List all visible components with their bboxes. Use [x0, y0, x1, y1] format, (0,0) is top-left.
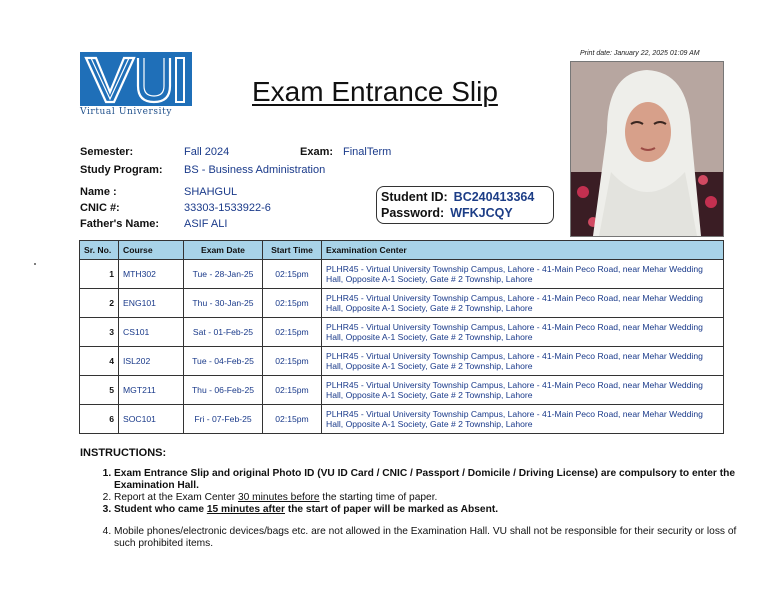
row-center: PLHR45 - Virtual University Township Campus, Lahore - 41-Main Peco Road, near Mehar Wedding Hall, Opposite A-1 Society, Gate # 2 Township, Lahore [322, 376, 724, 405]
table-row [80, 347, 724, 376]
semester-value: Fall 2024 [184, 146, 230, 158]
vu-logo-caption: Virtual University [80, 107, 173, 117]
instruction-item: 1. Exam Entrance Slip and original Photo ID (VU ID Card / CNIC / Passport / Domicile / Driving License) are compulsory to enter the Examination Hall. [114, 468, 744, 492]
row-center: PLHR45 - Virtual University Township Campus, Lahore - 41-Main Peco Road, near Mehar Wedding Hall, Opposite A-1 Society, Gate # 2 Township, Lahore [322, 260, 724, 289]
password-label: Password: [381, 206, 445, 220]
row-date: Fri - 07-Feb-25 [184, 405, 263, 434]
header-exam-center: Examination Center [322, 241, 724, 260]
father-name-label: Father's Name: [80, 218, 160, 230]
row-course: MGT211 [119, 376, 184, 405]
row-center: PLHR45 - Virtual University Township Campus, Lahore - 41-Main Peco Road, near Mehar Wedding Hall, Opposite A-1 Society, Gate # 2 Township, Lahore [322, 405, 724, 434]
row-time: 02:15pm [263, 318, 322, 347]
vu-logo [80, 52, 192, 118]
row-time: 02:15pm [263, 347, 322, 376]
row-course: MTH302 [119, 260, 184, 289]
row-date: Tue - 04-Feb-25 [184, 347, 263, 376]
student-photo [570, 61, 724, 237]
table-row [80, 318, 724, 347]
row-time: 02:15pm [263, 289, 322, 318]
print-date: Print date: January 22, 2025 01:09 AM [580, 50, 700, 57]
row-course: ENG101 [119, 289, 184, 318]
table-row [80, 405, 724, 434]
cnic-label: CNIC #: [80, 202, 120, 214]
father-name-value: ASIF ALI [184, 218, 228, 230]
instructions-list [100, 468, 744, 550]
table-row [80, 289, 724, 318]
instruction-emphasis: 30 minutes before [238, 492, 320, 503]
row-center: PLHR45 - Virtual University Township Campus, Lahore - 41-Main Peco Road, near Mehar Wedding Hall, Opposite A-1 Society, Gate # 2 Township, Lahore [322, 347, 724, 376]
row-sr: 4 [80, 347, 119, 376]
program-value: BS - Business Administration [184, 164, 326, 176]
row-date: Thu - 06-Feb-25 [184, 376, 263, 405]
table-row [80, 260, 724, 289]
exam-value: FinalTerm [343, 146, 392, 158]
student-id-value: BC240413364 [453, 190, 535, 204]
header-start-time: Start Time [263, 241, 322, 260]
row-sr: 5 [80, 376, 119, 405]
instructions-title: INSTRUCTIONS: [80, 447, 167, 459]
row-time: 02:15pm [263, 376, 322, 405]
vu-logo-mark [80, 52, 192, 106]
row-center: PLHR45 - Virtual University Township Campus, Lahore - 41-Main Peco Road, near Mehar Wedding Hall, Opposite A-1 Society, Gate # 2 Township, Lahore [322, 318, 724, 347]
instruction-text: the start of paper will be marked as Absent. [284, 504, 499, 515]
name-value: SHAHGUL [184, 186, 238, 198]
cnic-value: 33303-1533922-6 [184, 202, 271, 214]
table-row [80, 376, 724, 405]
row-center: PLHR45 - Virtual University Township Campus, Lahore - 41-Main Peco Road, near Mehar Wedding Hall, Opposite A-1 Society, Gate # 2 Township, Lahore [322, 289, 724, 318]
row-sr: 1 [80, 260, 119, 289]
instruction-text: the starting time of paper. [319, 492, 438, 503]
row-sr: 2 [80, 289, 119, 318]
exam-schedule-table [79, 240, 724, 434]
header-exam-date: Exam Date [184, 241, 263, 260]
row-date: Sat - 01-Feb-25 [184, 318, 263, 347]
row-course: SOC101 [119, 405, 184, 434]
student-id-label: Student ID: [381, 190, 448, 204]
semester-label: Semester: [80, 146, 134, 158]
row-course: CS101 [119, 318, 184, 347]
student-id-row [381, 190, 534, 204]
table-header-row [80, 241, 724, 260]
row-time: 02:15pm [263, 260, 322, 289]
instruction-item: 4. Mobile phones/electronic devices/bags etc. are not allowed in the Examination Hall. VU shall not be responsible for their security or loss of such prohibited items. [114, 526, 744, 550]
password-value: WFKJCQY [450, 206, 513, 220]
name-label: Name : [80, 186, 117, 198]
instruction-text: Report at the Exam Center [114, 492, 239, 503]
instruction-text: Student who came [114, 504, 207, 515]
row-time: 02:15pm [263, 405, 322, 434]
credentials-box [376, 186, 554, 224]
page-title: Exam Entrance Slip [252, 76, 498, 107]
row-date: Thu - 30-Jan-25 [184, 289, 263, 318]
row-sr: 3 [80, 318, 119, 347]
password-row [381, 206, 513, 220]
stray-dot [34, 263, 36, 265]
instruction-item [114, 492, 744, 504]
instruction-item [114, 504, 744, 516]
exam-label: Exam: [300, 146, 334, 158]
row-course: ISL202 [119, 347, 184, 376]
instruction-emphasis: 15 minutes after [206, 504, 285, 515]
row-date: Tue - 28-Jan-25 [184, 260, 263, 289]
program-label: Study Program: [80, 164, 163, 176]
row-sr: 6 [80, 405, 119, 434]
header-sr-no: Sr. No. [80, 241, 119, 260]
header-course: Course [119, 241, 184, 260]
